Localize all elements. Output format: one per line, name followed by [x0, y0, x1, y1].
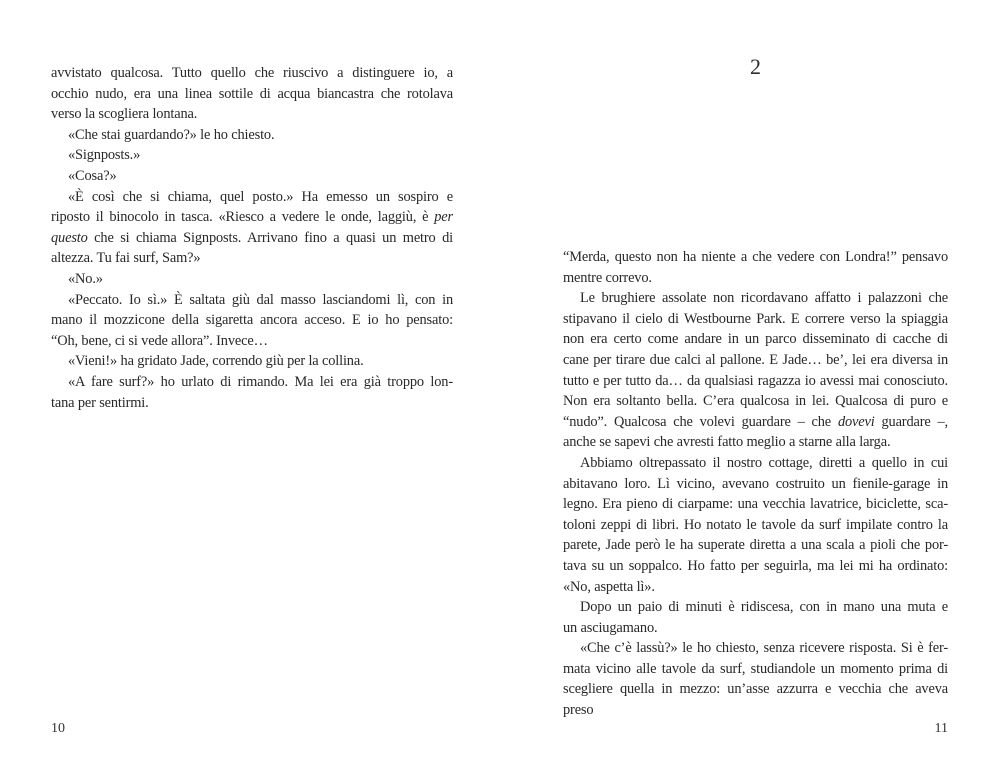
text-line: «Che stai guardando?» le ho chiesto. [68, 126, 275, 143]
text-line: Abbiamo oltrepassato il nostro cottage, diretti a quello in cui [580, 454, 948, 471]
text-line: stipavano il cielo di Westbourne Park. E correre verso la spiaggia [563, 310, 948, 327]
text-line: occhio nudo, era una linea sottile di acqua biancastra che rotolava [51, 85, 453, 102]
text-line: «Peccato. Io sì.» È saltata giù dal masso lasciandomi lì, con in [68, 291, 453, 308]
text-line: verso la scogliera lontana. [51, 106, 198, 123]
text-line: questo che si chiama Signposts. Arrivano fino a quasi un metro di [51, 229, 453, 246]
paragraph [51, 125, 453, 146]
paragraph [563, 638, 948, 720]
page-number-right: 11 [934, 721, 948, 736]
paragraph [563, 288, 948, 453]
text-line: riposto il binocolo in tasca. «Riesco a vedere le onde, laggiù, è per [51, 209, 453, 226]
paragraph [563, 597, 948, 638]
text-line: «Cosa?» [68, 167, 117, 184]
text-line: mentre correvo. [563, 269, 652, 286]
text-line: cane per tirare due calci al pallone. E Jade… be’, lei era diversa in [563, 351, 948, 368]
text-line: toloni zeppi di libri. Ho notato le tavole da surf impilate contro la [563, 516, 948, 533]
text-line: Dopo un paio di minuti è ridiscesa, con in mano una muta e [580, 599, 948, 616]
text-line: «Vieni!» ha gridato Jade, correndo giù per la collina. [68, 353, 364, 370]
text-line: avvistato qualcosa. Tutto quello che riuscivo a distinguere io, a [51, 65, 453, 81]
text-line: mata vicino alle tavole da surf, studiandole un momento prima di [563, 660, 948, 677]
text-line: un asciugamano. [563, 619, 658, 636]
paragraph [51, 166, 453, 187]
text-line: Non era soltanto bella. C’era qualcosa in lei. Qualcosa di puro e [563, 393, 948, 410]
paragraph [51, 145, 453, 166]
right-page-text-block [563, 247, 948, 721]
page-number-left: 10 [51, 721, 65, 736]
text-line: abitavano loro. Lì vicino, avevano costruito un fienile-garage in [563, 475, 948, 492]
paragraph [51, 63, 453, 125]
chapter-number: 2 [750, 54, 761, 79]
paragraph [51, 187, 453, 269]
text-line: non era certo come andare in un parco disseminato di cacche di [563, 331, 948, 348]
paragraph [51, 372, 453, 413]
text-line: «Che c’è lassù?» le ho chiesto, senza ricevere risposta. Si è fer- [580, 640, 948, 657]
text-line: tana per sentirmi. [51, 394, 149, 411]
text-line: legno. Era pieno di ciarpame: una vecchia lavatrice, biciclette, sca- [563, 496, 948, 513]
text-line: parete, Jade però le ha superate diretta a una scala a pioli che por- [563, 537, 948, 554]
paragraph [51, 269, 453, 290]
paragraph [563, 247, 948, 288]
text-line: Le brughiere assolate non ricordavano affatto i palazzoni che [580, 290, 948, 307]
text-line: scegliere quella in mezzo: un’asse azzurra e vecchia che aveva preso [563, 681, 948, 719]
paragraph [51, 351, 453, 372]
paragraph [51, 290, 453, 352]
text-line: “Oh, bene, ci si vede allora”. Invece… [51, 332, 268, 349]
text-line: mano il mozzicone della sigaretta ancora acceso. E io ho pensato: [51, 312, 453, 329]
text-line: «No, aspetta lì». [563, 578, 655, 595]
text-line: anche se sapevi che avresti fatto meglio a starne alla larga. [563, 434, 891, 451]
text-line: «No.» [68, 270, 103, 287]
text-line: tava su un soppalco. Ho fatto per seguirla, ma lei mi ha ordinato: [563, 557, 948, 574]
paragraph [563, 453, 948, 597]
text-line: altezza. Tu fai surf, Sam?» [51, 250, 201, 267]
text-line: «A fare surf?» ho urlato di rimando. Ma lei era già troppo lon- [68, 373, 453, 390]
text-line: «Signposts.» [68, 147, 141, 164]
text-line: “nudo”. Qualcosa che volevi guardare – che dovevi guardare –, [563, 413, 948, 430]
text-line: tutto e per tutto da… da qualsiasi ragazza io avessi mai conosciuto. [563, 372, 948, 389]
text-line: «È così che si chiama, quel posto.» Ha emesso un sospiro e [68, 188, 453, 205]
left-page-text-block [51, 63, 453, 413]
text-line: “Merda, questo non ha niente a che vedere con Londra!” pensavo [563, 249, 948, 265]
